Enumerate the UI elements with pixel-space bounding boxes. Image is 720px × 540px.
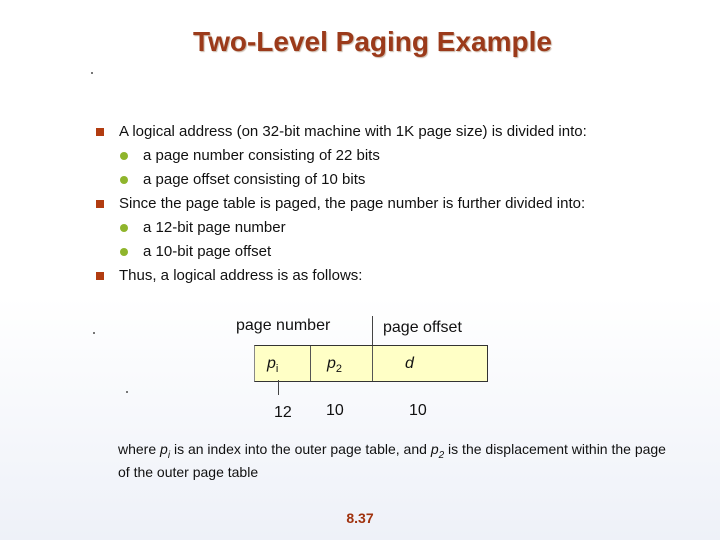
page-offset-label: page offset bbox=[383, 319, 462, 336]
decorative-dot bbox=[91, 72, 93, 74]
cell-p2 bbox=[327, 346, 342, 387]
caption-p1: p bbox=[160, 441, 168, 457]
sub-bullet-text: a page number consisting of 22 bits bbox=[143, 147, 380, 164]
sub-bullet-text: a 10-bit page offset bbox=[143, 243, 272, 260]
caption-p2: p bbox=[430, 441, 439, 457]
round-bullet-icon bbox=[120, 176, 128, 184]
slide-title: Two-Level Paging Example bbox=[193, 26, 552, 57]
cell-p1-subscript: i bbox=[275, 363, 279, 376]
sub-bullet-text: a 12-bit page number bbox=[143, 219, 286, 236]
caption bbox=[118, 441, 678, 481]
caption-p2-subscript: 2 bbox=[438, 449, 445, 461]
round-bullet-icon bbox=[120, 248, 128, 256]
lower-divider bbox=[278, 380, 279, 395]
cell-d: d bbox=[405, 355, 414, 372]
bullet-text: Since the page table is paged, the page number is further divided into: bbox=[119, 195, 586, 212]
bits-d: 10 bbox=[409, 402, 427, 419]
address-format-box bbox=[254, 345, 488, 382]
bullet-text: Thus, a logical address is as follows: bbox=[119, 267, 363, 284]
cell-divider bbox=[310, 346, 311, 381]
cell-p1 bbox=[267, 346, 278, 387]
header-divider bbox=[372, 316, 373, 345]
decorative-dot bbox=[93, 332, 95, 334]
slide-number: 8.37 bbox=[346, 510, 374, 526]
bits-p2: 10 bbox=[326, 402, 344, 419]
square-bullet-icon bbox=[96, 128, 104, 136]
bits-p1: 12 bbox=[274, 404, 292, 421]
caption-text: is the displacement within the page of the outer page table bbox=[118, 441, 666, 480]
caption-p1-subscript: i bbox=[167, 449, 171, 461]
sub-bullet-text: a page offset consisting of 10 bits bbox=[143, 171, 366, 188]
cell-p2-letter: p bbox=[327, 355, 336, 372]
cell-divider bbox=[372, 346, 373, 381]
caption-text: where bbox=[118, 441, 161, 457]
round-bullet-icon bbox=[120, 224, 128, 232]
caption-text: is an index into the outer page table, and bbox=[170, 441, 431, 457]
square-bullet-icon bbox=[96, 272, 104, 280]
cell-p2-subscript: 2 bbox=[335, 363, 343, 376]
bullet-text: A logical address (on 32-bit machine with 1K page size) is divided into: bbox=[119, 123, 587, 140]
decorative-dot bbox=[126, 391, 128, 393]
cell-p1-letter: p bbox=[267, 355, 276, 372]
round-bullet-icon bbox=[120, 152, 128, 160]
square-bullet-icon bbox=[96, 200, 104, 208]
page-number-label: page number bbox=[236, 317, 331, 334]
